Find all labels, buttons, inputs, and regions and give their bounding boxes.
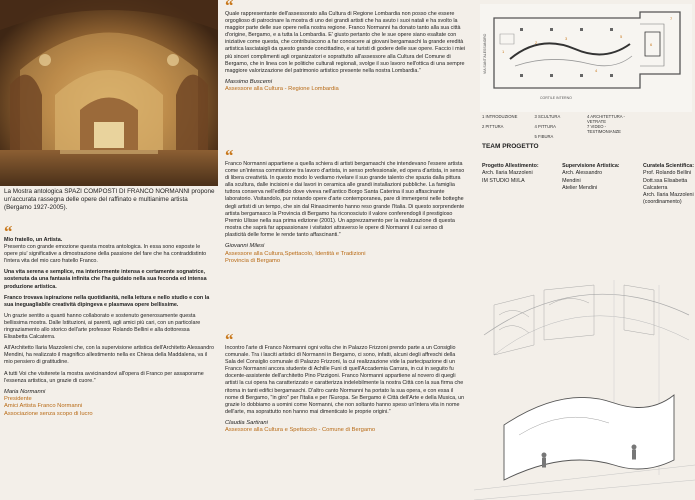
plan-marker: 6 [650, 42, 653, 47]
team-member: Arch. Ilaria Mazzoleni [643, 192, 694, 199]
team-title: TEAM PROGETTO [482, 143, 539, 150]
plan-marker: 4 [595, 68, 598, 73]
signature-milesi: Giovanni Milesi [225, 243, 265, 250]
team-list [482, 163, 694, 207]
plan-marker: 1 [502, 49, 505, 54]
legend-item [640, 114, 693, 124]
quote-mark-icon: “ [4, 222, 13, 241]
plan-marker: 5 [620, 34, 623, 39]
quote-text: Franco Normanni appartiene a quella schiera di artisti bergamaschi che intendevano l'essere artista come un'intensa commistione tra lavoro d'artista, in senso professionale, ed opera d'artista, in senso di libera creatività. In questo modo lo vediamo rivelare il suo grande talento che spazia dalla pittura alla scultura, dalle incisioni e dai lavori in ceramica alle grandi installazioni pubbliche. La famiglia tuttora conserva nell'edificio dove viveva nell'antico Borgo Santa Caterina il suo affascinante laboratorio. Visitandolo, pur notando opere d'arte contemporanea, pare di immergersi nelle botteghe degli artisti di un tempo, che sin dal Rinascimento hanno reso grande l'Italia. Di questo sorprendente artista bergamasco la Provincia di Bergamo ha riconosciuto il valore conferendogli il prestigioso Premio Ulisse nella sua prima edizione (2001). Un apprezzamento per la realizzazione di questa mostra che saprà far appassionare i visitatori attraverso le opere di Normanni il cui senso di plasticità delle forme le rende tanto affascinanti.” [225, 161, 465, 238]
signature-role: Assessore alla Cultura,Spettacolo, Identità e Tradizioni [225, 250, 366, 257]
quote-sartirani [225, 330, 465, 435]
intro-paragraph: A tutti Voi che visiterete la mostra avvicinandovi all'opera di Franco per assaporarne l'essenza artistica, un grazie di cuore.” [4, 370, 204, 384]
courtyard-label: CORTILE INTERNO [540, 96, 572, 100]
installation-rendering [474, 275, 695, 500]
signature-role: Assessore alla Cultura e Spettacolo - Comune di Bergamo [225, 427, 376, 434]
signature-role: Assessore alla Cultura - Regione Lombardia [225, 86, 339, 93]
signature-sartirani: Claudia Sartirani [225, 419, 268, 426]
legend-item: 5 FIBURA [534, 134, 554, 139]
legend-item [640, 124, 693, 134]
intro-text [4, 237, 214, 385]
team-member: Calcaterra [643, 184, 668, 191]
quote-mark-icon: “ [225, 146, 234, 165]
street-label: VIA SANT'ALESSANDRO [483, 33, 487, 74]
right-column [474, 0, 695, 500]
team-group-title: Supervisione Artistica: [562, 163, 620, 169]
signature-maria-normanni: Maria Normanni [4, 388, 46, 395]
team-member: Mendini [562, 177, 581, 184]
team-member: Atelier Mendini [562, 184, 598, 191]
intro-paragraph: Un grazie sentito a quanti hanno collaborato e sostenuto generosamente questa bellissima mostra. Dalle Istituzioni, ai parenti, agli amici più cari, con un particolare ringraziamento allo storico dell'arte professor Rolando Bellini e alla dottoressa Elisabetta Calcaterra. [4, 312, 201, 341]
quote-text: Incontro l'arte di Franco Normanni ogni volta che in Palazzo Frizzoni prendo parte a un Consiglio comunale. Tra i lasciti artistici di Normanni in Bergamo, ci sono, infatti, alcuni degli affreschi della Sala del Consiglio comunale di Palazzo Frizzoni, la cui realizzazione vide la partecipazione di un Franco Normanni ancora studente di Achille Funi di quell'Accademia Carrara, in cui in seguito fu docente-assistente dell'architetto Pino Pizzigoni. Franco Normanni appartiene al novero di quegli artisti la cui opera ha caratterizzato e caratterizza indelebilmente la nostra Città con la sua firma che ritorna in tanti edifici bergamaschi. D'altro canto Normanni ha portato la sua opera, e con essa il nome di Bergamo, "in giro" per l'Italia e per l'Europa. Se Bergamo è Città dell'Arte e della Musica, un grazie lo dobbiamo a uomini come Normanni, che non soltanto hanno speso un'intera vita in nome dell'arte, ma soprattutto non hanno mai dimenticato le proprie origini.” [225, 345, 465, 415]
intro-heading: Mio fratello, un Artista. [4, 237, 63, 243]
plan-marker: 3 [565, 36, 568, 41]
left-column [0, 0, 218, 500]
team-group [562, 163, 620, 207]
signature-role: Provincia di Bergamo [225, 257, 281, 264]
signature-role: Presidente [4, 396, 32, 403]
floor-plan [480, 4, 692, 112]
legend-item: 2 PITTURA [482, 124, 504, 129]
team-member: Prof. Rolando Bellini [643, 170, 692, 177]
legend-item [482, 134, 535, 139]
legend-item: 4 PITTURA [534, 124, 556, 129]
plan-marker: 7 [670, 16, 673, 21]
quote-mark-icon: “ [225, 330, 234, 349]
quote-mark-icon: “ [225, 0, 234, 15]
intro-paragraph: Franco trovava ispirazione nella quotidianità, nella lettura e nello studio e con la sua ineguagliabile creatività dipingeva e plasmava opere bellissime. [4, 294, 210, 308]
legend-item: 7 VIDEO - TESTIMONIANZE [587, 124, 621, 134]
plan-legend [482, 114, 692, 139]
team-member: IM STUDIO MI/LA [482, 177, 525, 184]
legend-item: 4 ARCHITETTURA - VETRATE [587, 114, 625, 124]
signature-role: Amici Artista Franco Normanni [4, 403, 83, 410]
team-member: Arch. Alessandro [562, 170, 603, 177]
intro-paragraph: Una vita serena e semplice, ma interiormente intensa e certamente sognatrice, sostenuta da una fantasia infinita che l'ha guidato nella sua feconda ed intensa produzione artistica. [4, 269, 207, 290]
plan-marker: 2 [535, 40, 538, 45]
team-group [643, 163, 694, 207]
chapel-photo [0, 0, 218, 186]
team-group [482, 163, 539, 207]
team-member: Dott.ssa Elisabetta [643, 177, 688, 184]
team-member: (coordinamento) [643, 199, 682, 206]
team-member: Arch. Ilaria Mazzoleni [482, 170, 533, 177]
team-group-title: Curatela Scientifica: [643, 163, 694, 169]
intro-quote [4, 222, 214, 418]
quote-milesi [225, 146, 465, 265]
legend-item: 1 INTRODUZIONE [482, 114, 518, 119]
middle-column [225, 0, 465, 500]
intro-paragraph: All'Architetto Ilaria Mazzoleni che, con la supervisione artistica dell'Architetto Alessandro Mendini, ha realizzato il magnifico allestimento nella ex Chiesa della Maddalena, va il mio pensiero di gratitudine. [4, 345, 214, 366]
exhibition-caption: La Mostra antologica SPAZI COMPOSTI DI FRANCO NORMANNI propone un'accurata rassegna delle opere del raffinato e multianime artista (Bergamo 1927-2005). [4, 188, 215, 211]
signature-role: Associazione senza scopo di lucro [4, 410, 93, 417]
quote-text: Quale rappresentante dell'assessorato alla Cultura di Regione Lombardia non posso che essere orgoglioso di patrocinare la mostra di uno dei grandi artisti che ha avuto i suoi natali e ha svolto la maggior parte delle sue opere nella nostra regione. Franco Normanni ha donato tanto alla sua città d'origine, Bergamo, e a tutta la Lombardia. E' giusto pertanto che le sue opere siano esaltate con iniziative come questa, che contribuiscono a far conoscere ai giovani bergamaschi la grande eredità artistica lasciataigli da questo grande concittadino, e ai turisti di godere delle sue opere. Faccio i miei più sinceri complimenti agli organizzatori e soprattutto all'assessore alla Cultura del Comune di Bergamo, che in linea con le politiche culturali regionali, svolge il suo lavoro nell'ottica di una sempre maggiore valorizzazione del patrimonio artistico presente nella nostra Lombardia.” [225, 11, 466, 74]
legend-item: 3 SCULTURA [534, 114, 561, 119]
team-group-title: Progetto Allestimento: [482, 163, 539, 169]
intro-paragraph: Presento con grande emozione questa mostra antologica. In essa sono esposte le opere piu' significative a dimostrazione della passione del fare che ha contraddistinto l'intera vita del mio caro fratello Franco. [4, 244, 207, 265]
quote-buscemi [225, 0, 465, 94]
signature-buscemi: Massimo Buscemi [225, 78, 273, 85]
